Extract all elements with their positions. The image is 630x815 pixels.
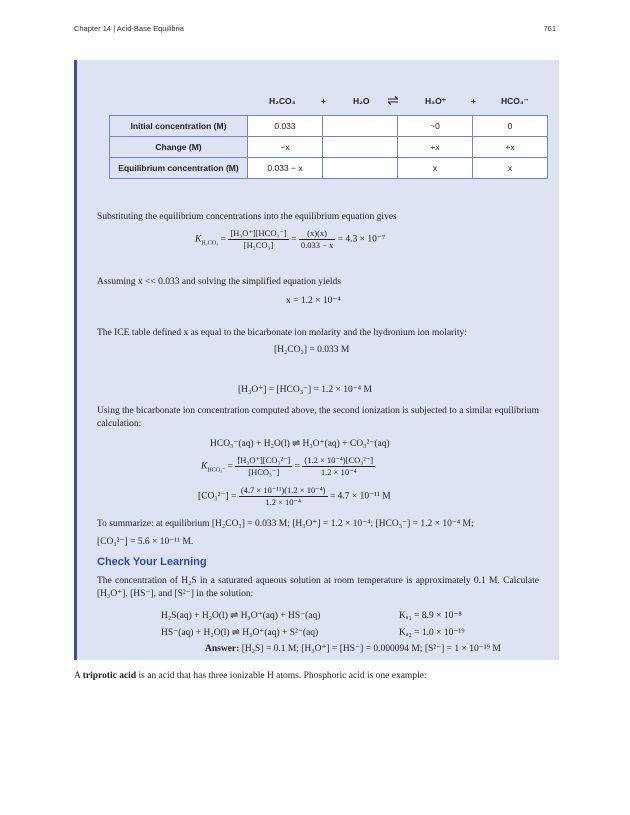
check-your-learning-title: Check Your Learning — [97, 556, 207, 568]
ka-equation — [195, 228, 385, 251]
table-row — [110, 158, 548, 179]
plus-sign: + — [321, 96, 326, 106]
equals: = — [294, 461, 300, 472]
answer-label: Answer: — [205, 644, 240, 654]
denominator: 1.2 × 10⁻⁴ — [265, 497, 301, 507]
second-ionization: HCO₃⁻(aq) + H₂O(l) ⇌ H₃O⁺(aq) + CO₃²⁻(aq) — [210, 439, 390, 449]
equals: = — [291, 234, 297, 245]
x-value: x = 1.2 × 10⁻⁴ — [286, 296, 341, 306]
denominator: [H₂CO₃] — [243, 240, 274, 250]
k-subscript: H₂CO₃ — [201, 240, 219, 247]
answer-text: [H₂S] = 0.1 M; [H₃O⁺] = [HS⁻] = 0.000094 M; [S²⁻] = 1 × 10⁻¹⁹ M — [241, 644, 501, 654]
table-row — [110, 137, 548, 158]
reactant-h2o: H₂O — [353, 96, 370, 106]
k-symbol: K — [201, 461, 208, 472]
paragraph: The ICE table defined x as equal to the bicarbonate ion molarity and the hydronium ion molarity: — [97, 328, 467, 338]
equilibrium-arrow: ⇌ — [387, 92, 399, 108]
fraction — [299, 228, 335, 251]
summary-continued: [CO₃²⁻] = 5.6 × 10⁻¹¹ M. — [97, 537, 194, 547]
k-subscript: HCO₃⁻ — [207, 467, 226, 474]
denominator: [HCO₃⁻] — [248, 467, 280, 477]
table-cell: x — [398, 158, 473, 179]
product-h3o: H₃O⁺ — [425, 95, 447, 106]
fraction — [235, 455, 292, 478]
co3-equation — [198, 485, 391, 508]
fraction — [302, 455, 375, 478]
paragraph: Substituting the equilibrium concentrations into the equilibrium equation gives — [97, 212, 397, 222]
following-paragraph — [74, 671, 427, 681]
table-cell: −x — [248, 137, 323, 158]
example-box — [74, 60, 559, 660]
h2co3-conc: [H₂CO₃] = 0.033 M — [274, 345, 350, 355]
reactant-h2co3: H₂CO₃ — [269, 96, 296, 106]
table-cell: 0.033 − x — [248, 158, 323, 179]
ka2-value: Kₐ₂ = 1.0 × 10⁻¹⁹ — [399, 628, 465, 638]
ka2-equation — [201, 455, 375, 478]
paragraph: The concentration of H₂S in a saturated aqueous solution at room temperature is approximately 0.1 M. Calculate [H₃O⁺], [HS⁻], and [S²⁻] in the solution: — [97, 576, 539, 599]
equals: = — [227, 461, 234, 472]
row-label: Equilibrium concentration (M) — [110, 158, 248, 179]
numerator: [H₃O⁺][HCO₃⁻] — [230, 228, 287, 238]
h3o-conc: [H₃O⁺] = [HCO₃⁻] = 1.2 × 10⁻⁴ M — [238, 385, 372, 395]
numerator: (1.2 × 10⁻⁴)[CO₃²⁻] — [304, 455, 374, 465]
fraction — [228, 228, 288, 251]
denominator: 1.2 × 10⁻⁴ — [320, 467, 357, 477]
paragraph: Using the bicarbonate ion concentration computed above, the second ionization is subjected to a similar equilibrium calculation: — [97, 406, 539, 429]
ice-table — [109, 115, 548, 179]
table-row — [110, 116, 548, 137]
denominator: 0.033 − x — [300, 240, 334, 250]
reaction-header — [249, 88, 549, 114]
table-cell: +x — [473, 137, 548, 158]
product-hco3: HCO₃⁻ — [501, 95, 529, 106]
text-span: A — [74, 671, 83, 681]
h2s-ionization: H₂S(aq) + H₂O(l) ⇌ H₃O⁺(aq) + HS⁻(aq) — [161, 611, 321, 621]
ka1-value: Kₐ₁ = 8.9 × 10⁻⁸ — [399, 611, 462, 621]
numerator: (4.7 × 10⁻¹¹)(1.2 × 10⁻⁴) — [240, 485, 326, 495]
key-term: triprotic acid — [82, 671, 137, 681]
numerator: [H₃O⁺][CO₃²⁻] — [237, 455, 291, 465]
table-cell — [323, 116, 398, 137]
summary: To summarize: at equilibrium [H₂CO₃] = 0.033 M; [H₃O⁺] = 1.2 × 10⁻⁴; [HCO₃⁻] = 1.2 × 10⁻⁴ M; — [97, 519, 474, 529]
table-cell — [323, 158, 398, 179]
table-cell: +x — [398, 137, 473, 158]
plus-sign: + — [471, 96, 476, 106]
paragraph: Assuming x << 0.033 and solving the simplified equation yields — [97, 277, 341, 287]
fraction — [239, 485, 328, 508]
table-cell: ~0 — [398, 116, 473, 137]
row-label: Initial concentration (M) — [110, 116, 248, 137]
table-cell: 0 — [473, 116, 548, 137]
table-cell: 0.033 — [248, 116, 323, 137]
running-header: Chapter 14 | Acid-Base Equilibria — [74, 24, 184, 33]
numerator: (x)(x) — [299, 228, 335, 240]
row-label: Change (M) — [110, 137, 248, 158]
page-number: 761 — [543, 24, 556, 33]
ka-value: = 4.3 × 10⁻⁷ — [337, 234, 386, 245]
hs-ionization: HS⁻(aq) + H₂O(l) ⇌ H₃O⁺(aq) + S²⁻(aq) — [161, 628, 319, 638]
equals: = — [220, 234, 226, 245]
table-cell: x — [473, 158, 548, 179]
text-span: is an acid that has three ionizable H atoms. Phosphoric acid is one example: — [136, 671, 427, 681]
k-symbol: K — [195, 234, 202, 245]
answer-line — [205, 643, 501, 654]
table-cell — [323, 137, 398, 158]
co3-lhs: [CO₃²⁻] = — [198, 491, 237, 502]
co3-value: = 4.7 × 10⁻¹¹ M — [329, 491, 391, 502]
